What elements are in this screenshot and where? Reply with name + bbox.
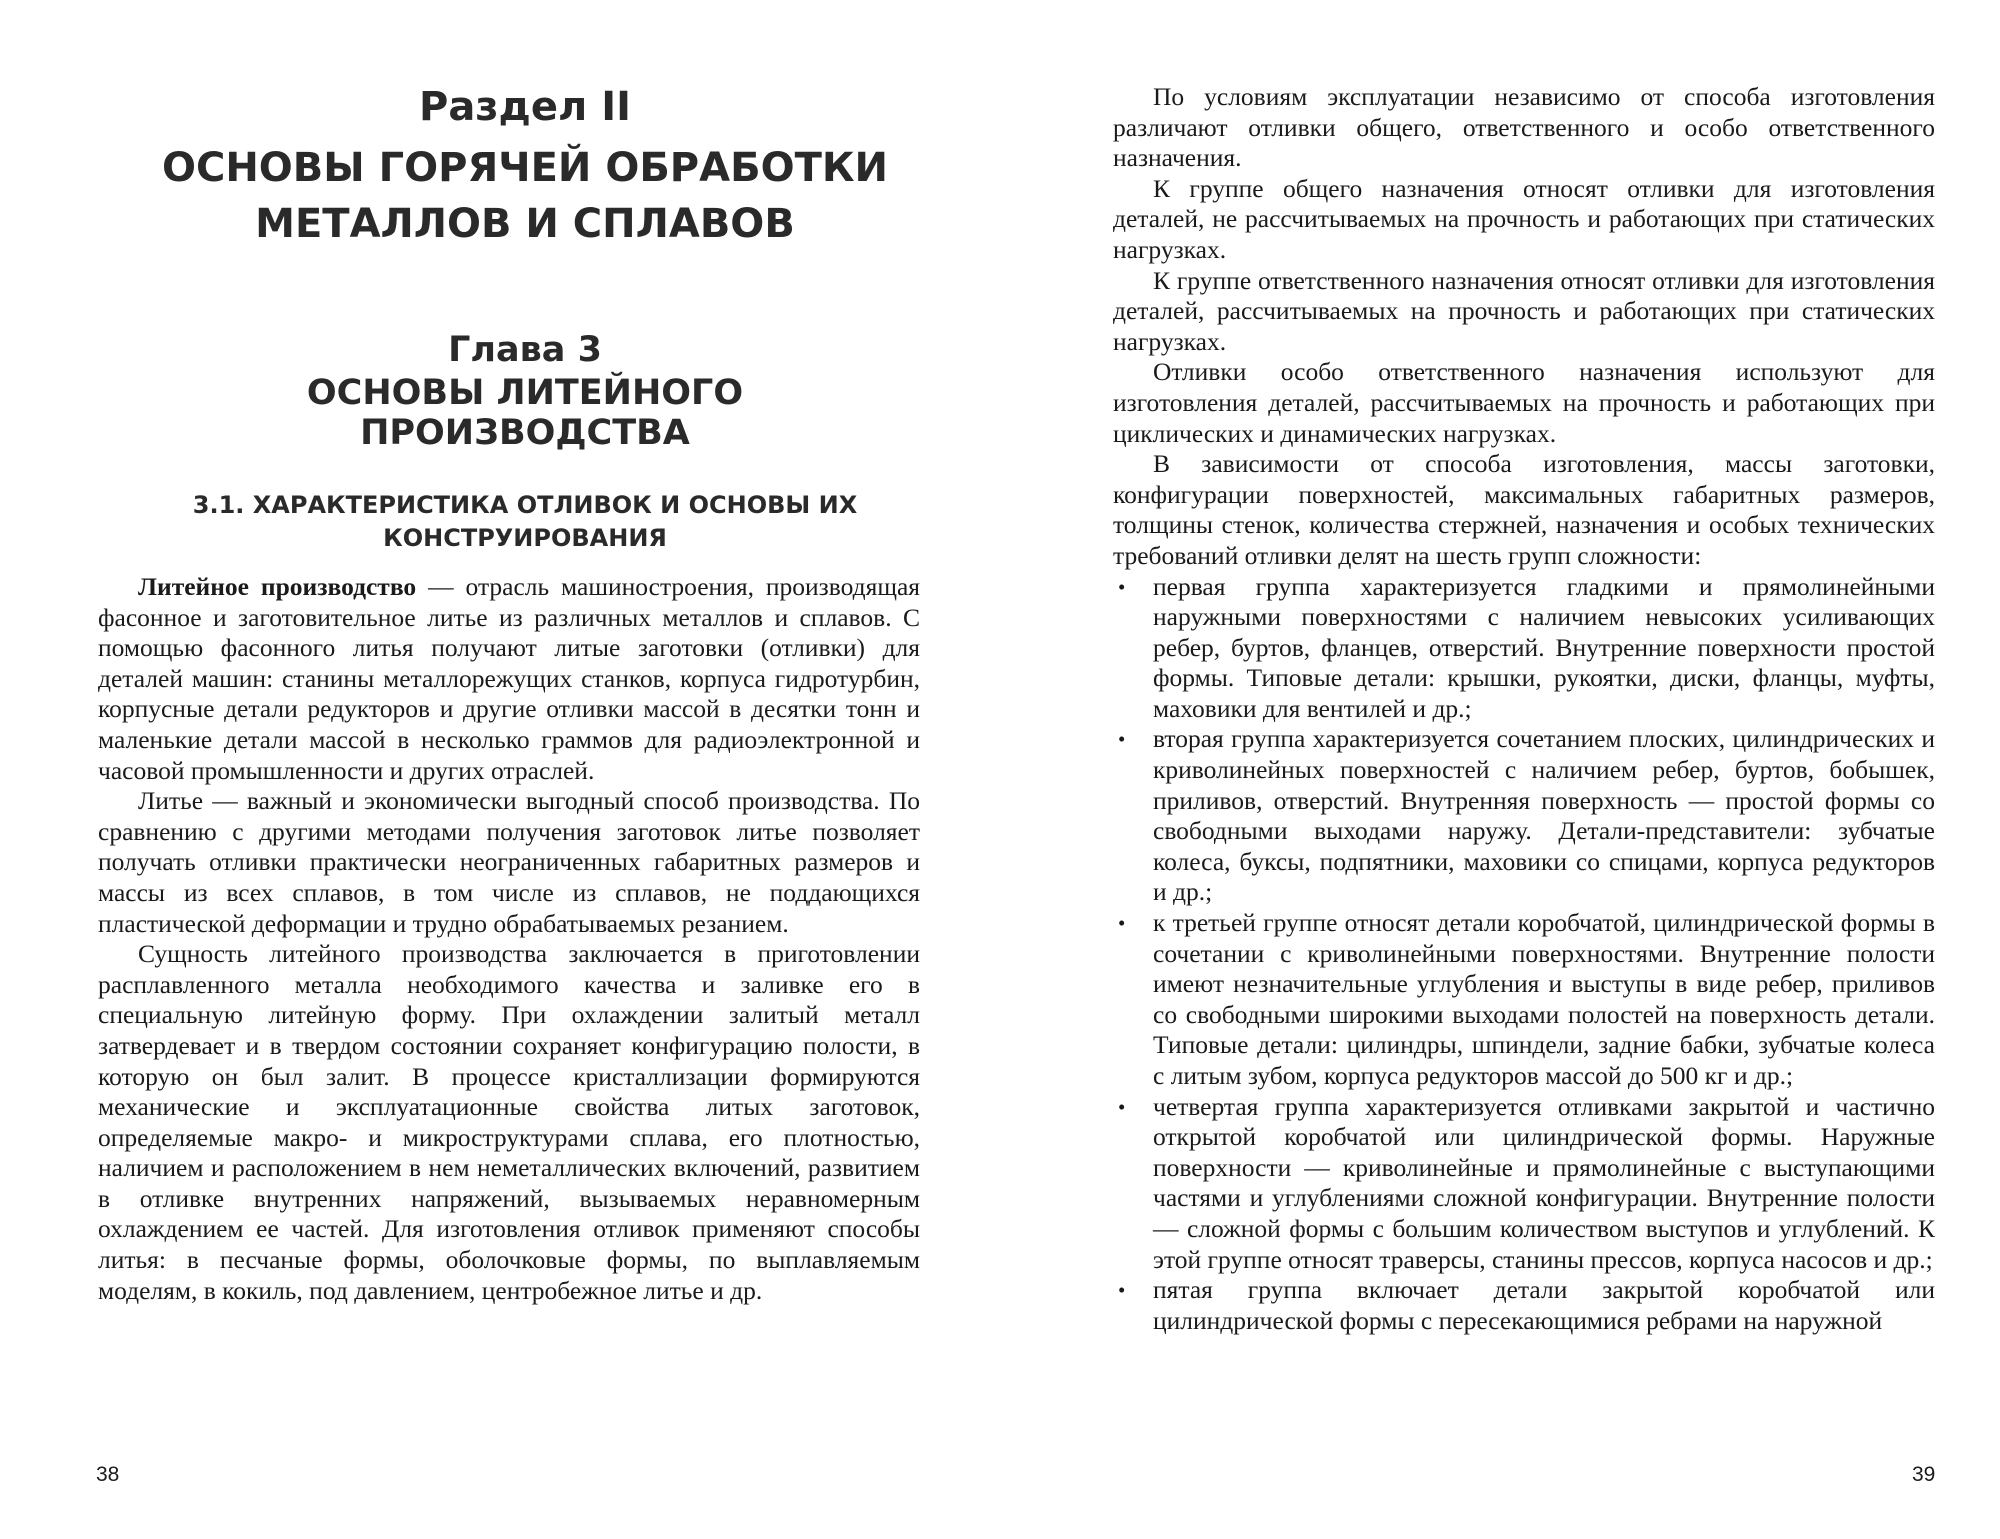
bullet-icon: • [1118, 1278, 1126, 1303]
paragraph: К группе общего назначения относят отливки для изготовления деталей, не рассчитываемых на прочность и работающих при статических нагрузках. [1113, 173, 1935, 264]
left-body-text [98, 572, 920, 1306]
complexity-groups-list [1113, 572, 1935, 1337]
chapter-label: Глава 3 [448, 330, 602, 370]
term: Литейное производство [138, 572, 417, 601]
paragraph: К группе ответственного назначения относят отливки для изготовления деталей, рассчитываемых на прочность и работающих при статических нагрузках. [1113, 265, 1935, 356]
page-number: 38 [96, 1463, 120, 1486]
subsection-title: 3.1. ХАРАКТЕРИСТИКА ОТЛИВОК И ОСНОВЫ ИХ КОНСТРУИРОВАНИЯ [192, 491, 858, 552]
paragraph: Литье — важный и экономически выгодный способ производства. По сравнению с другими методами получения заготовок литье позволяет получать отливки практически неограниченных габаритных размеров и массы из всех сплавов, в том числе из сплавов, не поддающихся пластической деформации и трудно обрабатываемых резанием. [98, 786, 920, 938]
list-item-text: первая группа характеризуется гладкими и прямолинейными наружными поверхностями с наличием невысоких усиливающих ребер, буртов, фланцев, отверстий. Внутренние поверхности простой формы. Типовые детали: крышки, рукоятки, диски, фланцы, муфты, маховики для вентилей и др.; [1153, 571, 1935, 723]
bullet-icon: • [1118, 574, 1126, 599]
section-title: ОСНОВЫ ГОРЯЧЕЙ ОБРАБОТКИ МЕТАЛЛОВ И СПЛАВОВ [161, 145, 889, 247]
paragraph: Сущность литейного производства заключается в приготовлении расплавленного металла необходимого качества и заливке его в специальную литейную форму. При охлаждении залитый металл затвердевает и в твердом состоянии сохраняет конфигурацию полости, в которую он был залит. В процессе кристаллизации формируются механические и эксплуатационные свойства литых заготовок, определяемые макро- и микроструктурами сплава, его плотностью, наличием и расположением в нем неметаллических включений, развитием в отливке внутренних напряжений, вызываемых неравномерным охлаждением ее частей. Для изготовления отливок применяют способы литья: в песчаные формы, оболочковые формы, по выплавляемым моделям, в кокиль, под давлением, центробежное литье и др. [98, 939, 920, 1305]
right-page [1000, 0, 2000, 1539]
bullet-icon: • [1118, 727, 1126, 752]
section-label: Раздел II [419, 84, 631, 130]
page-number: 39 [1912, 1463, 1936, 1486]
list-item [1113, 908, 1935, 1092]
bullet-icon: • [1118, 1094, 1126, 1119]
list-item-text: четвертая группа характеризуется отливками закрытой и частично открытой коробчатой или цилиндрической формы. Наружные поверхности — криволинейные и прямолинейные с выступающими частями и углублениями сложной конфигурации. Внутренние полости — сложной формы с большим количеством выступов и углублений. К этой группе относят траверсы, станины прессов, корпуса насосов и др.; [1153, 1091, 1935, 1274]
chapter-title: ОСНОВЫ ЛИТЕЙНОГО ПРОИЗВОДСТВА [306, 373, 744, 453]
list-item [1113, 1275, 1935, 1336]
right-body-text [1113, 82, 1935, 1336]
paragraph: По условиям эксплуатации независимо от способа изготовления различают отливки общего, ответственного и особо ответственного назначения. [1113, 82, 1935, 173]
list-item-text: к третьей группе относят детали коробчатой, цилиндрической формы в сочетании с криволинейными поверхностями. Внутренние полости имеют незначительные углубления и выступы в виде ребер, приливов со свободными широкими выходами полостей на поверхность детали. Типовые детали: цилиндры, шпиндели, задние бабки, зубчатые колеса с литым зубом, корпуса редукторов массой до 500 кг и др.; [1153, 908, 1935, 1090]
list-item-text: вторая группа характеризуется сочетанием плоских, цилиндрических и криволинейных поверхностей с наличием ребер, буртов, бобышек, приливов, отверстий. Внутренняя поверхность — простой формы со свободными выходами наружу. Детали-представители: зубчатые колеса, буксы, подпятники, маховики со спицами, корпуса редукторов и др.; [1153, 724, 1935, 907]
paragraph-text: — отрасль машиностроения, производящая фасонное и заготовительное литье из различных металлов и сплавов. С помощью фасонного литья получают литые заготовки (отливки) для деталей машин: станины металлорежущих станков, корпуса гидротурбин, корпусные детали редукторов и другие отливки массой в десятки тонн и маленькие детали массой в несколько граммов для радиоэлектронной и часовой промышленности и других отраслей. [98, 572, 920, 785]
bullet-icon: • [1118, 911, 1126, 936]
list-item [1113, 724, 1935, 908]
paragraph: Отливки особо ответственного назначения используют для изготовления деталей, рассчитываемых на прочность и работающих при циклических и динамических нагрузках. [1113, 357, 1935, 448]
paragraph: В зависимости от способа изготовления, массы заготовки, конфигурации поверхностей, максимальных габаритных размеров, толщины стенок, количества стержней, назначения и особых технических требований отливки делят на шесть групп сложности: [1113, 449, 1935, 570]
list-item [1113, 1092, 1935, 1276]
list-item-text: пятая группа включает детали закрытой коробчатой или цилиндрической формы с пересекающимися ребрами на наружной [1153, 1275, 1935, 1335]
list-item [1113, 572, 1935, 725]
paragraph [98, 572, 920, 786]
